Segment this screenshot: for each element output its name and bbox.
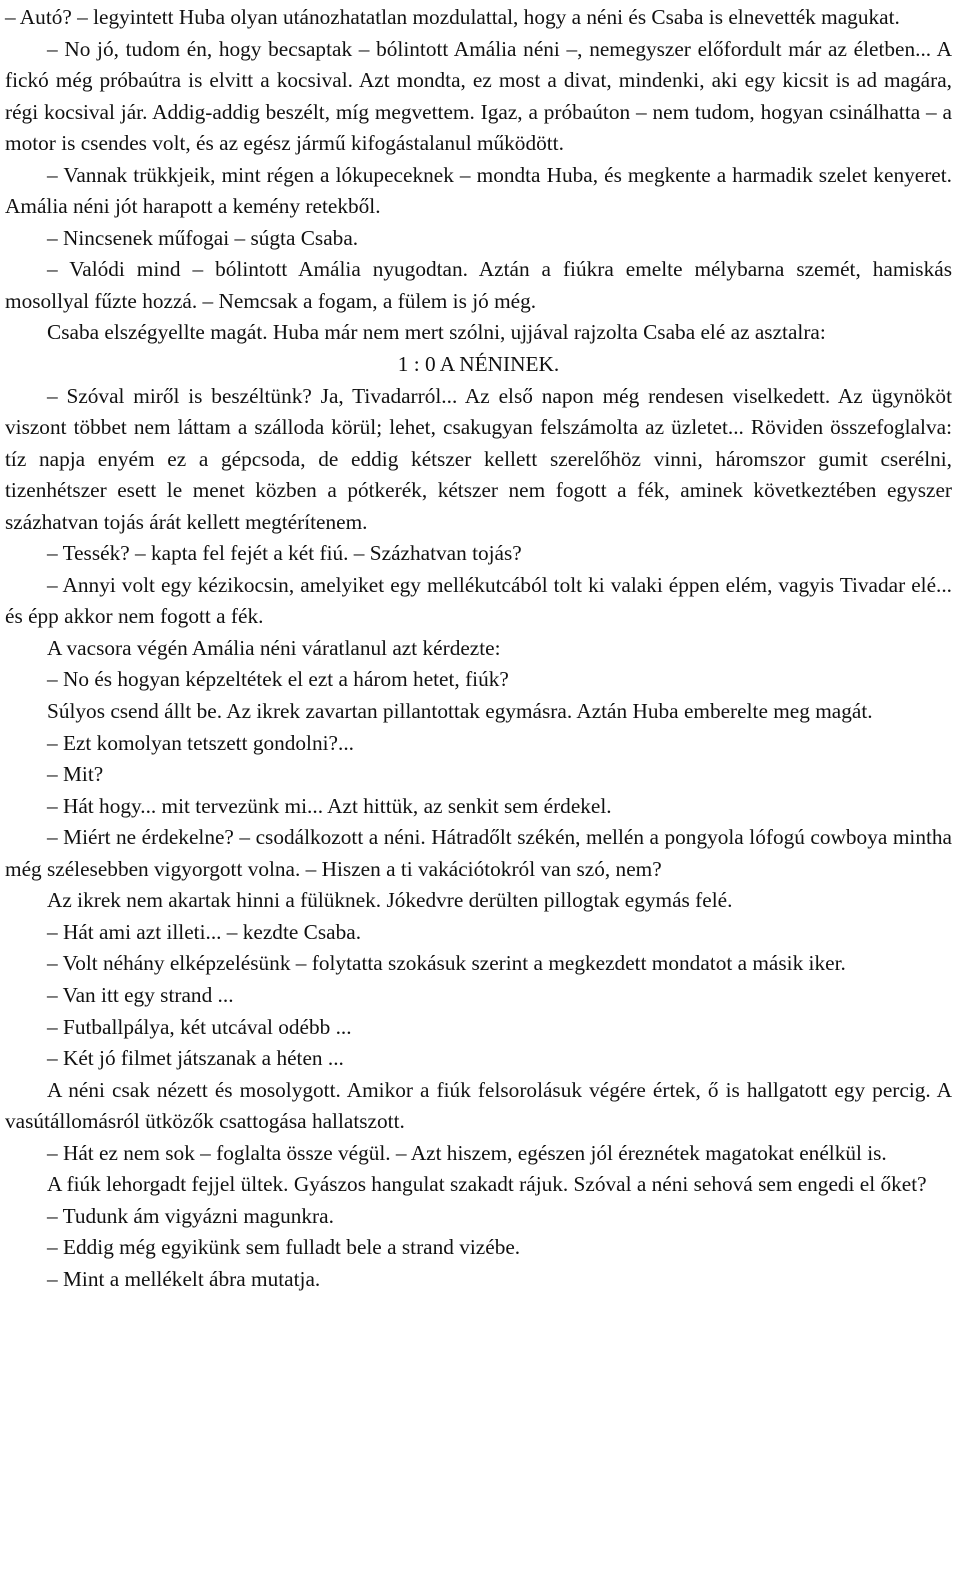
- paragraph: – Ezt komolyan tetszett gondolni?...: [47, 730, 354, 755]
- paragraph: – Futballpálya, két utcával odébb ...: [47, 1014, 352, 1039]
- paragraph: – Eddig még egyikünk sem fulladt bele a strand vizébe.: [47, 1235, 521, 1260]
- paragraph: Súlyos csend állt be. Az ikrek zavartan pillantottak egymásra. Aztán Huba emberelte meg magát.: [47, 699, 873, 724]
- paragraph: – Annyi volt egy kézikocsin, amelyiket egy mellékutcából tolt ki valaki éppen elém, vagyis Tivadar elé... és épp akkor nem fogott a fék.: [5, 572, 952, 629]
- paragraph: – Tudunk ám vigyázni magunkra.: [47, 1203, 334, 1228]
- paragraph: – Autó? – legyintett Huba olyan utánozhatatlan mozdulattal, hogy a néni és Csaba is elnevették magukat.: [5, 5, 900, 29]
- paragraph: – Tessék? – kapta fel fejét a két fiú. – Százhatvan tojás?: [47, 541, 522, 566]
- paragraph: – Hát ez nem sok – foglalta össze végül. – Azt hiszem, egészen jól éreznétek magatokat enélkül is.: [47, 1140, 887, 1165]
- paragraph: – Miért ne érdekelne? – csodálkozott a néni. Hátradőlt székén, mellén a pongyola lófogú cowboya mintha még szélesebben vigyorgott volna. – Hiszen a ti vakációtokról van szó, nem?: [5, 825, 952, 881]
- paragraph: – Mit?: [47, 762, 104, 787]
- paragraph: – Szóval miről is beszéltünk? Ja, Tivadarról... Az első napon még rendesen viselkedett. Az ügynököt viszont többet nem láttam a szálloda körül; lehet, csakugyan felszámolta az üzletet... Röviden összefoglalva: tíz napja enyém ez a gépcsoda, de eddig kétszer kellett szerelőhöz vinni, háromszor gumit cserélni, tizenhétszer esett le menet közben a pótkerék, kétszer nem fogott a fék, aminek következtében egyszer százhatvan tojás árát kellett megtérítenem.: [5, 383, 952, 534]
- paragraph: – No jó, tudom én, hogy becsaptak – bólintott Amália néni –, nemegyszer előfordult már az életben... A fickó még próbaútra is elvitt a kocsival. Azt mondta, ez most a divat, mindenki, aki egy kicsit is ad magára, régi kocsival jár. Addig-addig beszélt, míg megvettem. Igaz, a próbaúton – nem tudom, hogyan csinálhatta – a motor is csendes volt, és az egész jármű kifogástalanul működött.: [5, 36, 952, 156]
- paragraph: – No és hogyan képzeltétek el ezt a három hetet, fiúk?: [47, 667, 509, 692]
- paragraph: A vacsora végén Amália néni váratlanul azt kérdezte:: [47, 635, 501, 660]
- paragraph: – Nincsenek műfogai – súgta Csaba.: [47, 225, 359, 250]
- paragraph: Az ikrek nem akartak hinni a fülüknek. Jókedvre derülten pillogtak egymás felé.: [47, 888, 733, 913]
- paragraph: – Mint a mellékelt ábra mutatja.: [47, 1266, 321, 1291]
- paragraph: – Hát hogy... mit tervezünk mi... Azt hittük, az senkit sem érdekel.: [47, 793, 612, 818]
- paragraph: – Valódi mind – bólintott Amália nyugodtan. Aztán a fiúkra emelte mélybarna szemét, hamiskás mosollyal fűzte hozzá. – Nemcsak a fogam, a fülem is jó még.: [5, 257, 952, 313]
- paragraph: – Két jó filmet játszanak a héten ...: [47, 1046, 344, 1071]
- paragraph: – Hát ami azt illeti... – kezdte Csaba.: [47, 919, 362, 944]
- centered-line: 1 : 0 A NÉNINEK.: [397, 352, 560, 377]
- paragraph: Csaba elszégyellte magát. Huba már nem mert szólni, ujjával rajzolta Csaba elé az asztalra:: [47, 320, 826, 345]
- paragraph: – Van itt egy strand ...: [47, 982, 234, 1007]
- paragraph: A néni csak nézett és mosolygott. Amikor a fiúk felsorolásuk végére értek, ő is hallgatott egy percig. A vasútállomásról ütközők csattogása hallatszott.: [5, 1077, 952, 1134]
- paragraph: – Volt néhány elképzelésünk – folytatta szokásuk szerint a megkezdett mondatot a másik iker.: [47, 951, 846, 976]
- paragraph: A fiúk lehorgadt fejjel ültek. Gyászos hangulat szakadt rájuk. Szóval a néni sehová sem engedi el őket?: [47, 1172, 927, 1197]
- paragraph: – Vannak trükkjeik, mint régen a lókupeceknek – mondta Huba, és megkente a harmadik szelet kenyeret. Amália néni jót harapott a kemény retekből.: [5, 162, 952, 219]
